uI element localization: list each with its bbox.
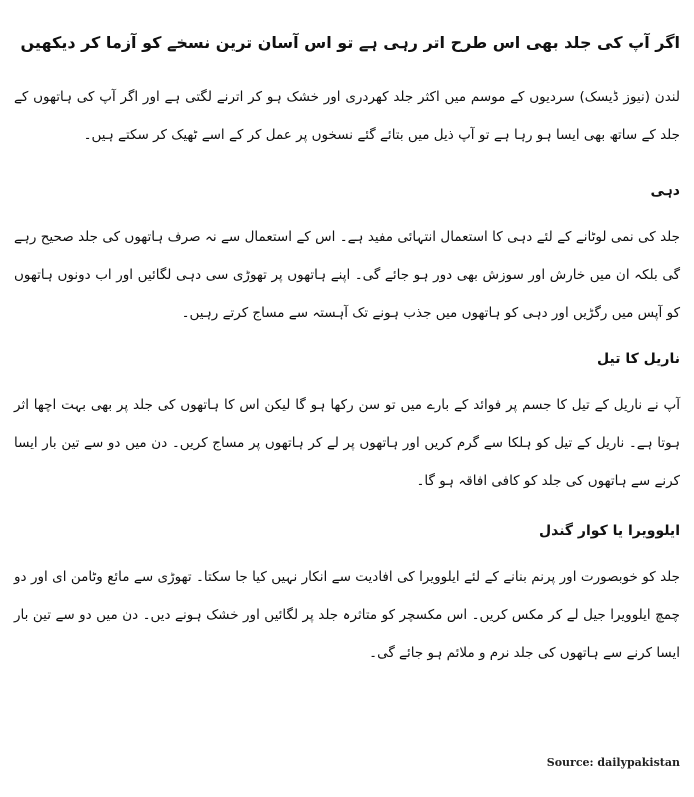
section-paragraph-yogurt: جلد کی نمی لوٹانے کے لئے دہی کا استعمال انتہائی مفید ہے۔ اس کے استعمال سے نہ صرف ہاتھوں کی جلد صحیح رہے گی بلکہ ان میں خارش اور سوزش بھی دور ہو جائے گی۔ اپنے ہاتھوں پر تھوڑی سی دہی لگائیں اور اب دونوں ہاتھوں کو آپس میں رگڑیں اور دہی کو ہاتھوں میں جذب ہونے تک آہستہ سے مساج کرتے رہیں۔ [14,229,680,321]
source-credit: Source: dailypakistan [546,756,680,769]
section-heading-aloe-vera: ایلوویرا یا کوار گندل [538,523,680,539]
section-paragraph-aloe-vera: جلد کو خوبصورت اور پرنم بنانے کے لئے ایلوویرا کی افادیت سے انکار نہیں کیا جا سکتا۔ تھوڑی سے مائع وٹامن ای اور دو چمچ ایلوویرا جیل لے کر مکس کریں۔ اس مکسچر کو متاثرہ جلد پر لگائیں اور خشک ہونے دیں۔ دن میں دو سے تین بار ایسا کرنے سے ہاتھوں کی جلد نرم و ملائم ہو جائے گی۔ [14,569,680,661]
section-paragraph-coconut-oil: آپ نے ناریل کے تیل کا جسم پر فوائد کے بارے میں تو سن رکھا ہو گا لیکن اس کا ہاتھوں کی جلد پر بھی بہت اچھا اثر ہوتا ہے۔ ناریل کے تیل کو ہلکا سے گرم کریں اور ہاتھوں پر لے کر ہاتھوں پر مساج کریں۔ دن میں دو سے تین بار ایسا کرنے سے ہاتھوں کی جلد کو کافی افاقہ ہو گا۔ [14,397,680,489]
section-heading-yogurt: دہی [650,183,680,199]
section-heading-coconut-oil: ناریل کا تیل [597,351,680,367]
intro-paragraph: لندن (نیوز ڈیسک) سردیوں کے موسم میں اکثر جلد کھردری اور خشک ہو کر اترنے لگتی ہے اور اگر آپ کی ہاتھوں کے جلد کے ساتھ بھی ایسا ہو رہا ہے تو آپ ذیل میں بتائے گئے نسخوں پر عمل کر کے اسے ٹھیک کر سکتے ہیں۔ [14,89,680,143]
article-title: اگر آپ کی جلد بھی اس طرح اتر رہی ہے تو اس آسان ترین نسخے کو آزما کر دیکھیں [20,33,680,52]
article [14,0,680,672]
